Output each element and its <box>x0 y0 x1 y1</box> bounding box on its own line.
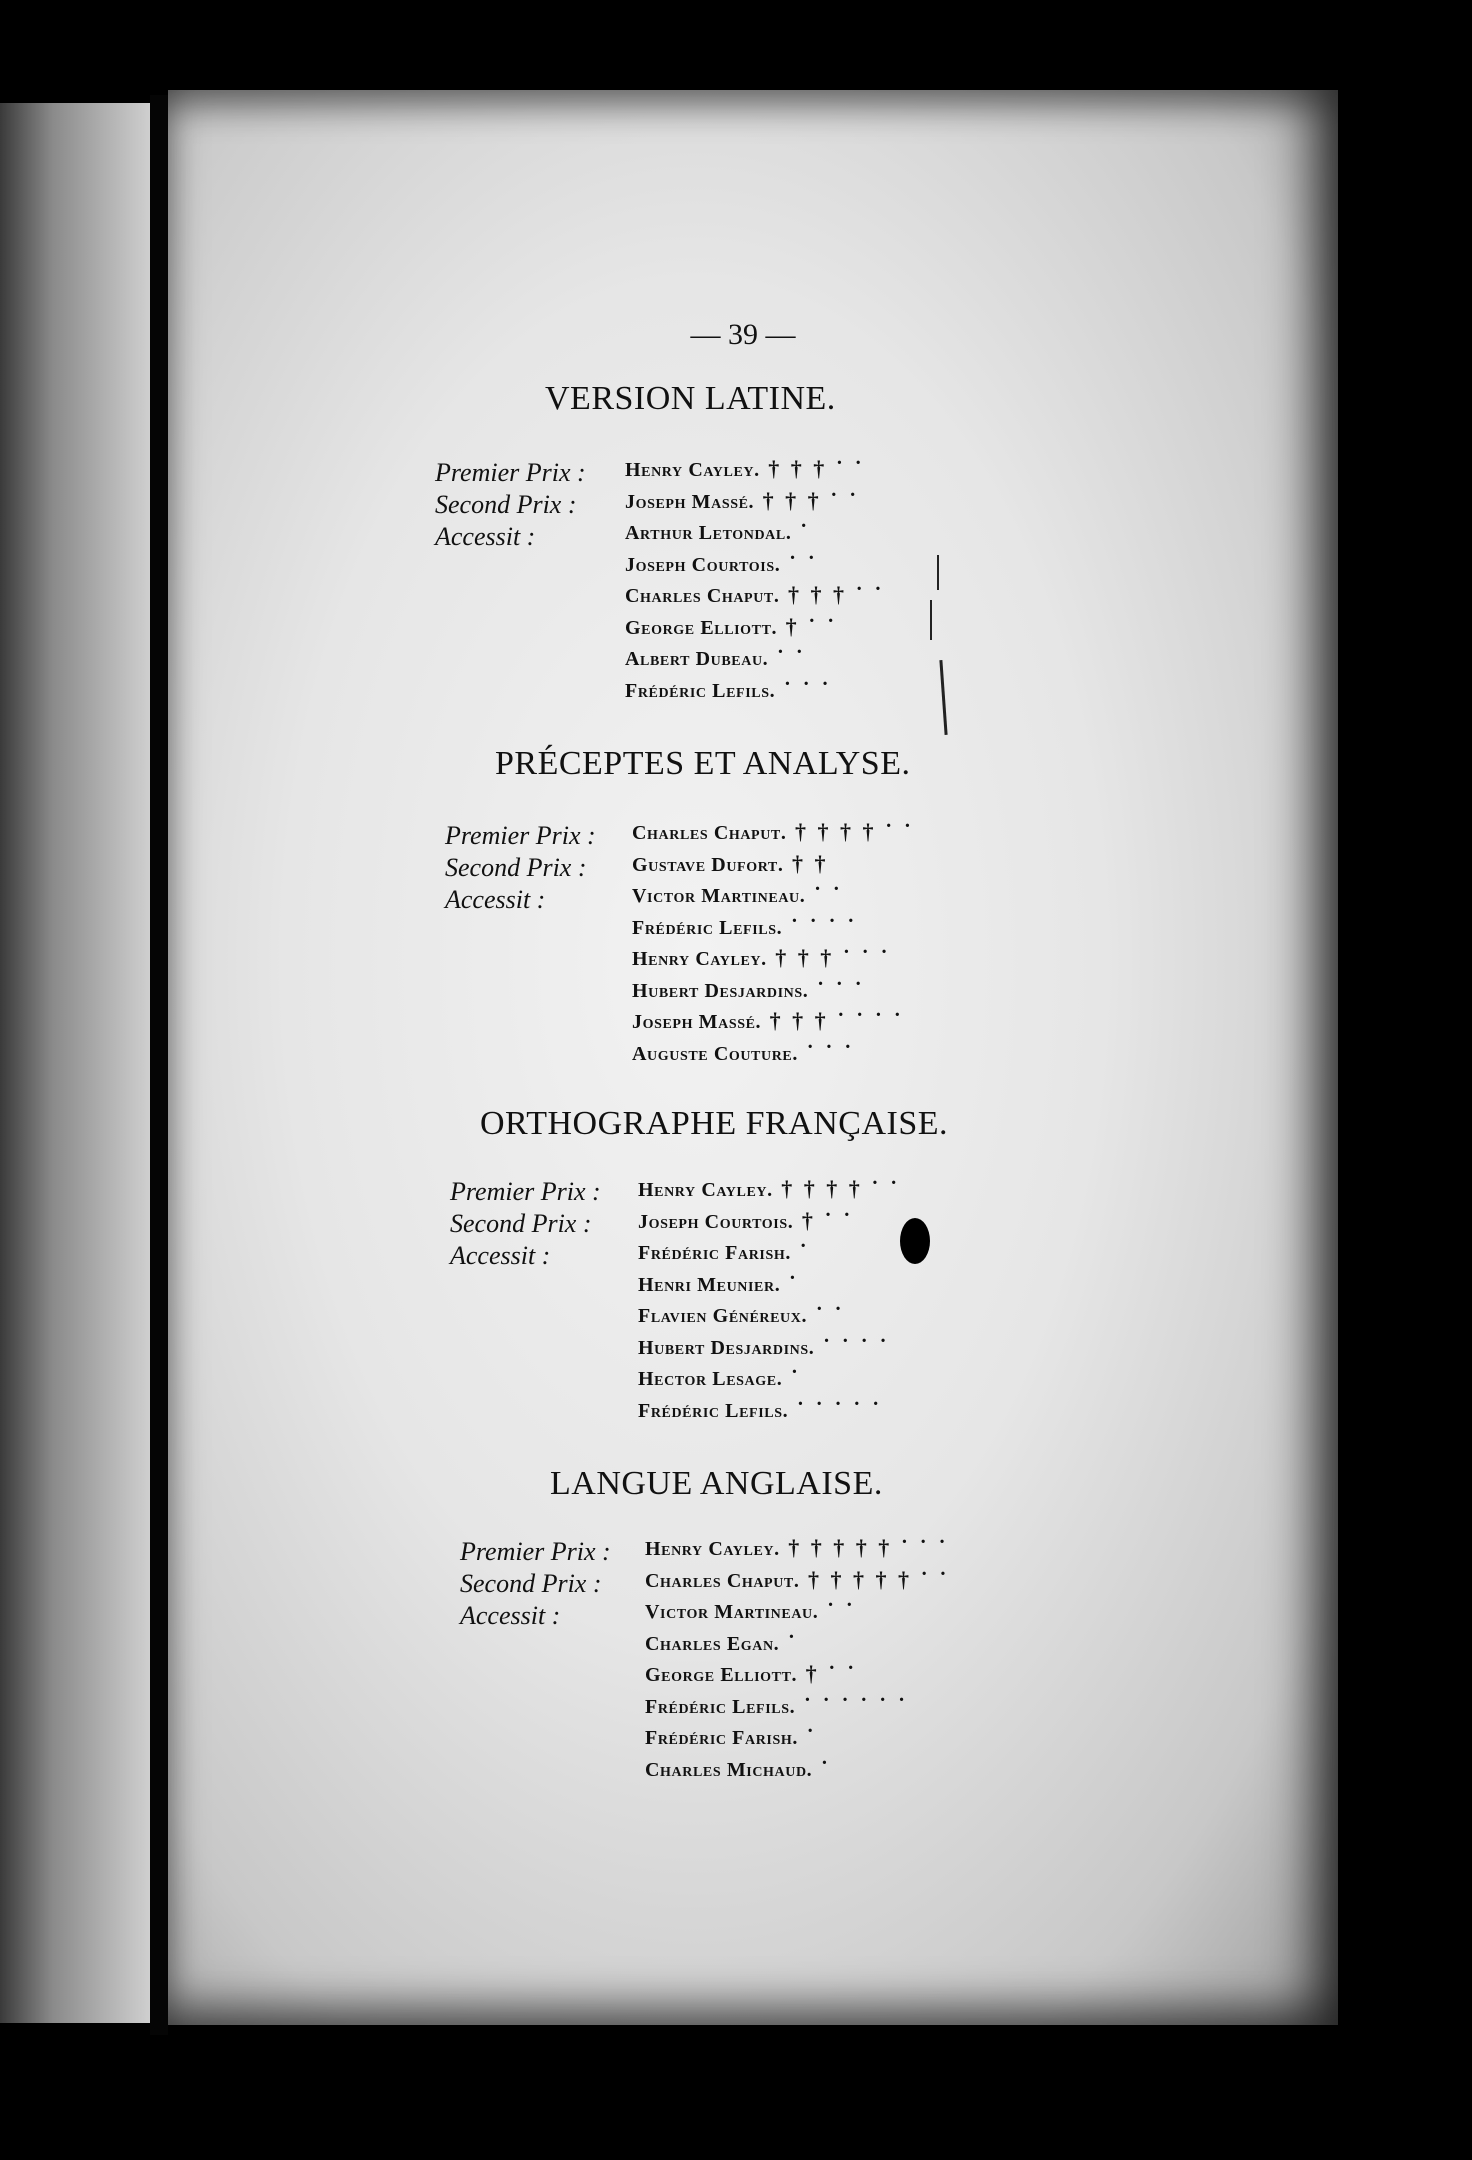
merit-marks: † † † † ˙ ˙ <box>786 819 915 844</box>
list-item <box>645 1721 950 1753</box>
prize-label: Premier Prix : <box>435 458 586 487</box>
merit-marks: ˙ ˙ ˙ ˙ <box>814 1333 890 1359</box>
list-item <box>645 1690 950 1722</box>
merit-marks: ˙ <box>782 1365 802 1390</box>
student-name: Joseph Massé. <box>632 1011 762 1033</box>
prize-labels <box>450 1176 601 1272</box>
list-item <box>645 1627 950 1659</box>
book-spine <box>150 95 168 2035</box>
merit-marks: † † † ˙ ˙ <box>754 487 860 513</box>
list-item <box>625 516 885 548</box>
student-name: Joseph Courtois. <box>625 553 781 576</box>
merit-marks: ˙ <box>780 1270 800 1296</box>
prize-label: Accessit : <box>445 885 546 914</box>
student-name: Frédéric Lefils. <box>638 1399 789 1422</box>
merit-marks: ˙ ˙ ˙ ˙ <box>782 913 858 939</box>
student-name: Frédéric Lefils. <box>632 916 783 939</box>
merit-marks: † † † ˙ ˙ <box>779 582 885 607</box>
student-names <box>638 1173 900 1425</box>
list-item <box>645 1658 950 1690</box>
list-item <box>645 1532 950 1564</box>
list-item <box>625 674 885 706</box>
list-item <box>645 1564 950 1596</box>
list-item <box>638 1394 900 1426</box>
list-item <box>625 611 885 643</box>
prize-label: Second Prix : <box>445 853 587 882</box>
student-name: Charles Michaud. <box>645 1758 813 1781</box>
merit-marks: † † † ˙ ˙ ˙ <box>766 945 891 970</box>
list-item <box>632 879 914 911</box>
merit-marks: ˙ ˙ <box>768 645 806 670</box>
prize-label: Premier Prix : <box>460 1537 611 1566</box>
merit-marks: ˙ <box>791 519 811 544</box>
student-name: George Elliott. <box>625 616 778 639</box>
student-name: Albert Dubeau. <box>625 648 769 670</box>
student-name: Frédéric Lefils. <box>625 679 776 702</box>
merit-marks: † † † ˙ ˙ ˙ ˙ <box>761 1008 904 1033</box>
student-name: Charles Chaput. <box>625 585 780 607</box>
list-item <box>638 1236 900 1268</box>
list-item <box>638 1362 900 1394</box>
merit-marks: † ˙ ˙ <box>793 1207 854 1233</box>
list-item <box>632 1037 914 1069</box>
student-name: Joseph Courtois. <box>638 1210 794 1233</box>
ink-blot <box>900 1218 930 1264</box>
merit-marks: ˙ <box>797 1724 817 1749</box>
list-item <box>638 1173 900 1205</box>
merit-marks: ˙ ˙ ˙ ˙ ˙ ˙ <box>795 1692 909 1718</box>
section-title: PRÉCEPTES ET ANALYSE. <box>495 745 911 782</box>
merit-marks: † † † † † ˙ ˙ <box>799 1566 950 1592</box>
margin-mark <box>930 600 932 640</box>
merit-marks: ˙ ˙ <box>805 882 844 907</box>
merit-marks: ˙ ˙ <box>818 1598 857 1623</box>
merit-marks: † † <box>783 850 829 876</box>
list-item <box>638 1331 900 1363</box>
list-item <box>632 974 914 1006</box>
student-name: Henry Cayley. <box>645 1538 780 1560</box>
prize-label: Accessit : <box>460 1601 561 1630</box>
student-name: Charles Chaput. <box>645 1569 800 1592</box>
merit-marks: † † † ˙ ˙ <box>759 456 865 481</box>
list-item <box>632 848 914 880</box>
student-name: Joseph Massé. <box>625 490 755 513</box>
student-names <box>625 453 885 705</box>
list-item <box>625 453 885 485</box>
merit-marks: ˙ <box>812 1755 832 1781</box>
merit-marks: ˙ <box>779 1629 799 1655</box>
merit-marks: † † † † † ˙ ˙ ˙ <box>779 1535 949 1560</box>
prize-label: Premier Prix : <box>445 821 596 850</box>
prize-labels <box>445 820 596 916</box>
merit-marks: † † † † ˙ ˙ <box>772 1176 901 1201</box>
student-name: Frédéric Lefils. <box>645 1695 796 1718</box>
list-item <box>625 548 885 580</box>
student-name: Gustave Dufort. <box>632 853 784 876</box>
student-name: Victor Martineau. <box>632 885 806 907</box>
list-item <box>632 911 914 943</box>
merit-marks: ˙ <box>790 1239 810 1264</box>
student-name: Henry Cayley. <box>638 1179 773 1201</box>
student-name: Auguste Couture. <box>632 1042 798 1065</box>
prize-label: Accessit : <box>435 522 536 551</box>
student-name: Hubert Desjardins. <box>638 1336 815 1359</box>
list-item <box>638 1205 900 1237</box>
student-name: Henry Cayley. <box>632 948 767 970</box>
section-title: LANGUE ANGLAISE. <box>550 1465 883 1502</box>
list-item <box>638 1299 900 1331</box>
page-number: — 39 — <box>690 318 796 351</box>
prize-label: Second Prix : <box>450 1209 592 1238</box>
student-names <box>645 1532 950 1784</box>
merit-marks: ˙ ˙ <box>780 550 818 576</box>
student-name: Charles Chaput. <box>632 822 787 844</box>
merit-marks: ˙ ˙ ˙ <box>797 1039 855 1065</box>
list-item <box>645 1753 950 1785</box>
list-item <box>625 642 885 674</box>
merit-marks: ˙ ˙ ˙ <box>808 976 865 1002</box>
section-title: VERSION LATINE. <box>545 380 836 417</box>
merit-marks: ˙ ˙ ˙ ˙ ˙ <box>788 1396 883 1422</box>
student-name: Victor Martineau. <box>645 1601 819 1623</box>
list-item <box>625 485 885 517</box>
list-item <box>632 816 914 848</box>
student-name: Hector Lesage. <box>638 1368 783 1390</box>
facing-page-edge <box>0 103 150 2023</box>
prize-label: Second Prix : <box>435 490 577 519</box>
list-item <box>632 1005 914 1037</box>
list-item <box>638 1268 900 1300</box>
student-name: Arthur Letondal. <box>625 522 792 544</box>
prize-label: Accessit : <box>450 1241 551 1270</box>
prize-labels <box>435 457 586 553</box>
prize-label: Second Prix : <box>460 1569 602 1598</box>
list-item <box>645 1595 950 1627</box>
merit-marks: † ˙ ˙ <box>777 613 838 639</box>
merit-marks: ˙ ˙ ˙ <box>775 676 832 702</box>
list-item <box>632 942 914 974</box>
merit-marks: ˙ ˙ <box>807 1302 845 1327</box>
list-item <box>625 579 885 611</box>
student-name: Hubert Desjardins. <box>632 979 809 1002</box>
student-name: Henry Cayley. <box>625 459 760 481</box>
prize-labels <box>460 1536 611 1632</box>
prize-label: Premier Prix : <box>450 1177 601 1206</box>
student-name: Frédéric Farish. <box>645 1727 798 1749</box>
student-name: Henri Meunier. <box>638 1273 781 1296</box>
student-name: Flavien Généreux. <box>638 1305 808 1327</box>
merit-marks: † ˙ ˙ <box>797 1661 858 1686</box>
section-title: ORTHOGRAPHE FRANÇAISE. <box>480 1105 949 1142</box>
student-name: George Elliott. <box>645 1664 798 1686</box>
student-name: Frédéric Farish. <box>638 1242 791 1264</box>
student-name: Charles Egan. <box>645 1632 780 1655</box>
student-names <box>632 816 914 1068</box>
margin-mark <box>937 555 939 590</box>
